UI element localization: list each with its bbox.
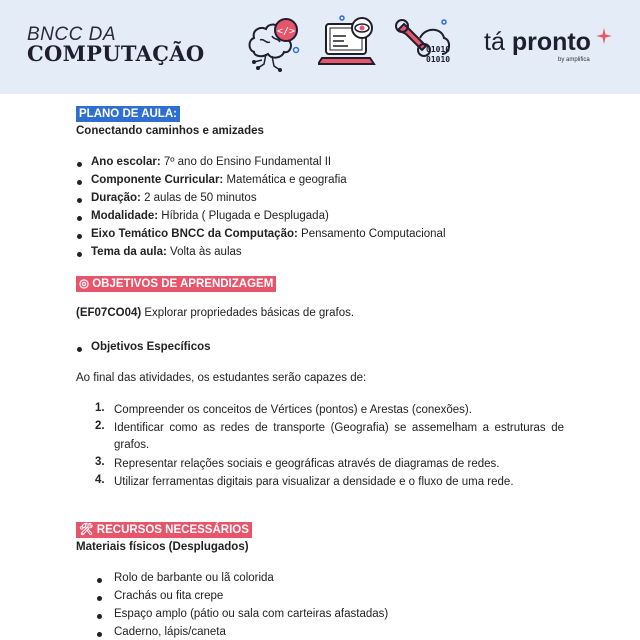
resource-item: Rolo de barbante ou lã colorida [114, 572, 274, 584]
specific-objectives-label: Objetivos Específicos [91, 341, 211, 353]
resources-subtitle: Materiais físicos (Desplugados) [76, 541, 249, 553]
resource-item: Crachás ou fita crepe [114, 590, 224, 602]
bullet-dot [97, 632, 102, 637]
bullet-dot [77, 234, 82, 239]
plan-tag: PLANO DE AULA: [76, 106, 180, 122]
laptop-eye-icon [318, 14, 380, 76]
objective-number: 4. [95, 474, 105, 486]
objectives-intro: Ao final das atividades, os estudantes serão capazes de: [76, 372, 367, 384]
plan-detail-item [91, 210, 329, 222]
resource-item: Espaço amplo (pátio ou sala com carteiras afastadas) [114, 608, 389, 620]
bullet-dot [77, 162, 82, 167]
objective-code-text: Explorar propriedades básicas de grafos. [144, 307, 355, 319]
plan-detail-item [91, 174, 347, 186]
plan-detail-label: Tema da aula: [91, 246, 167, 258]
objective-number: 2. [95, 420, 105, 432]
bullet-dot [77, 216, 82, 221]
plan-detail-value: Matemática e geografia [226, 174, 347, 186]
objective-code-line [76, 307, 354, 319]
plan-detail-item [91, 156, 331, 168]
brand-title-top: BNCC DA [27, 24, 117, 45]
objective-text: Representar relações sociais e geográficas através de diagramas de redes. [114, 458, 500, 470]
brain-code-icon [244, 14, 306, 76]
brand-title-bottom: COMPUTAÇÃO [27, 41, 205, 66]
plan-detail-value: Pensamento Computacional [301, 228, 446, 240]
bullet-dot [97, 596, 102, 601]
plan-detail-value: 2 aulas de 50 minutos [144, 192, 257, 204]
bullet-dot [77, 198, 82, 203]
svg-text:</>: </> [276, 26, 296, 37]
plan-detail-label: Duração: [91, 192, 141, 204]
bullet-dot [77, 347, 82, 352]
sparkle-icon [596, 28, 612, 44]
page-header [0, 0, 640, 94]
bullet-dot [77, 252, 82, 257]
objectives-tag: ◎ OBJETIVOS DE APRENDIZAGEM [76, 276, 276, 292]
plan-title: Conectando caminhos e amizades [76, 125, 264, 137]
logo-subtitle: by amplifica [558, 57, 590, 63]
svg-text:01010: 01010 [426, 55, 451, 64]
objective-number: 1. [95, 402, 105, 414]
bullet-dot [97, 614, 102, 619]
plan-detail-label: Modalidade: [91, 210, 159, 222]
plan-detail-item [91, 192, 257, 204]
logo-part-1: tá [484, 28, 505, 56]
bullet-dot [77, 180, 82, 185]
objective-text: Compreender os conceitos de Vértices (pontos) e Arestas (conexões). [114, 404, 472, 416]
objective-code: (EF07CO04) [76, 307, 142, 319]
wrench-binary-icon [392, 14, 454, 76]
brand-logo [484, 28, 591, 57]
objective-text: Utilizar ferramentas digitais para visualizar a densidade e o fluxo de uma rede. [114, 476, 514, 488]
plan-detail-item [91, 246, 242, 258]
resource-item: Caderno, lápis/caneta [114, 626, 226, 638]
plan-detail-item [91, 228, 446, 240]
objective-text: Identificar como as redes de transporte (Geografia) se assemelham a estruturas de grafos. [114, 422, 564, 451]
logo-part-2: pronto [511, 28, 591, 56]
plan-detail-label: Eixo Temático BNCC da Computação: [91, 228, 298, 240]
plan-detail-value: Volta às aulas [170, 246, 242, 258]
svg-text:01010: 01010 [426, 45, 451, 54]
bullet-dot [97, 578, 102, 583]
plan-detail-value: 7º ano do Ensino Fundamental II [163, 156, 332, 168]
plan-detail-value: Híbrida ( Plugada e Desplugada) [161, 210, 329, 222]
objective-number: 3. [95, 456, 105, 468]
resources-tag: 🛠 RECURSOS NECESSÁRIOS [76, 522, 252, 538]
plan-detail-label: Ano escolar: [91, 156, 161, 168]
plan-detail-label: Componente Curricular: [91, 174, 224, 186]
